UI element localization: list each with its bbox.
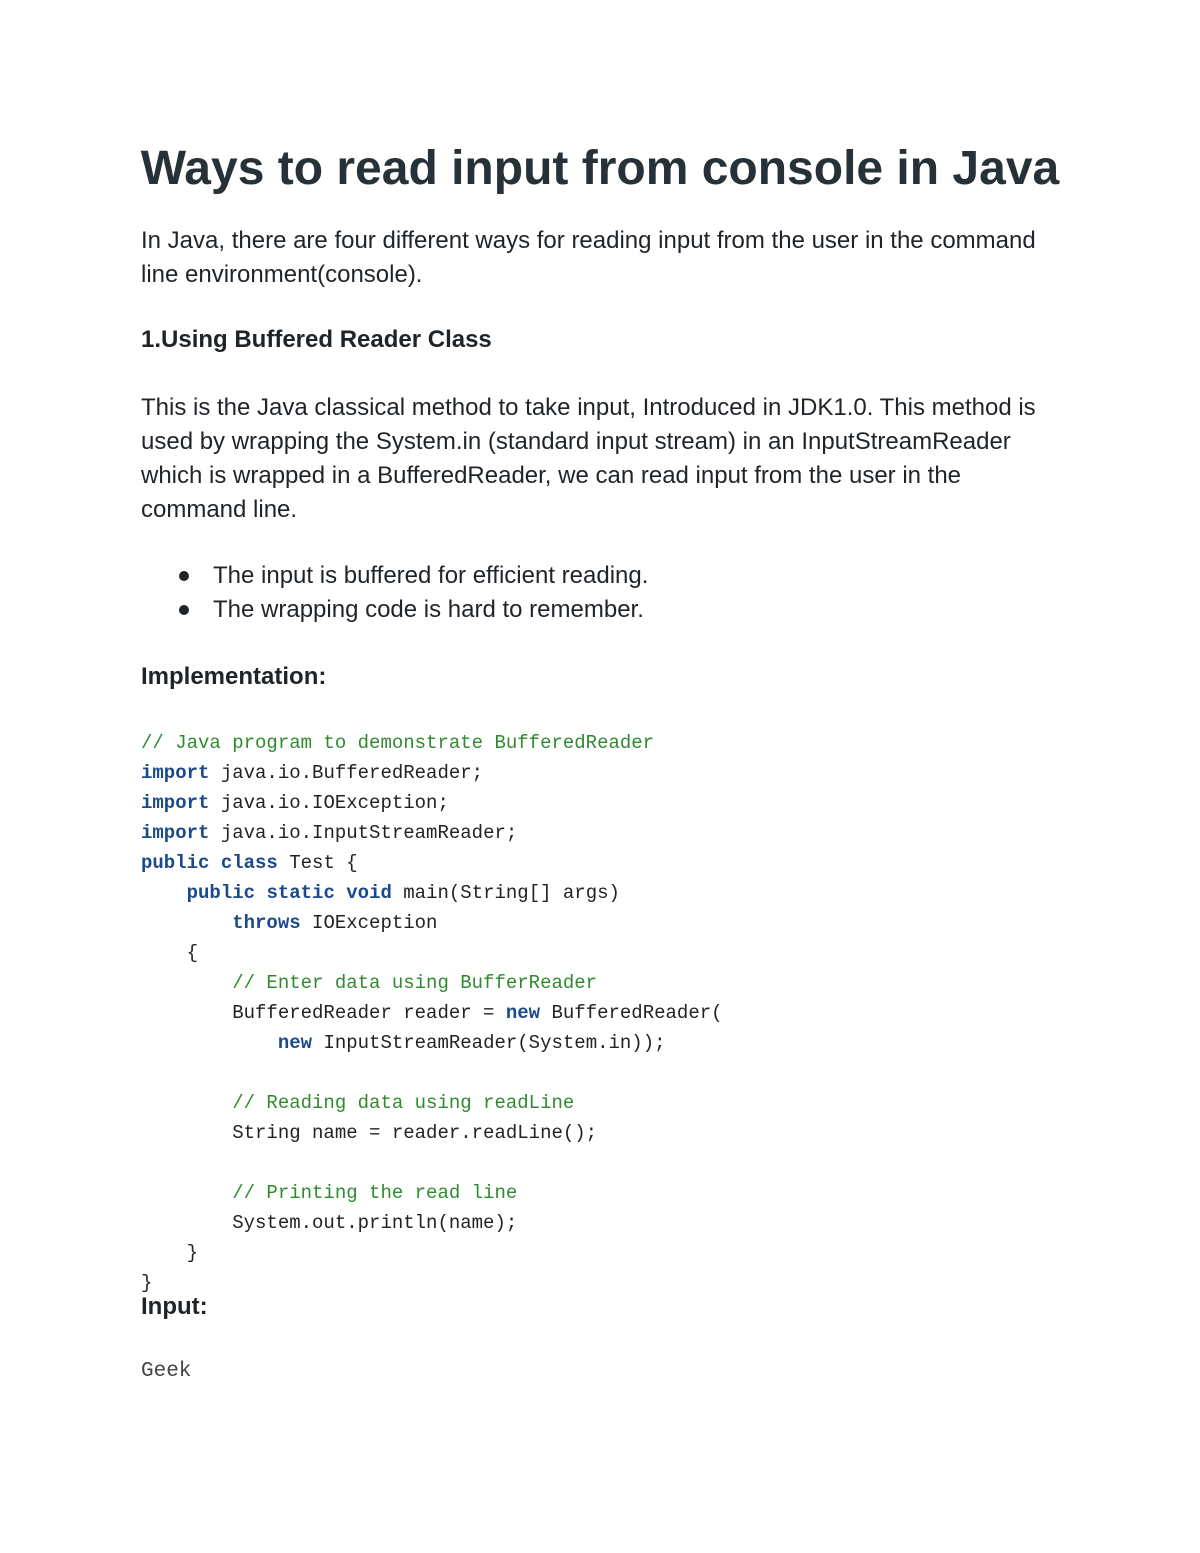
input-heading: Input: <box>141 1293 208 1320</box>
list-item <box>141 593 648 627</box>
code-comment: // Java program to demonstrate BufferedReader <box>141 732 655 754</box>
intro-paragraph: In Java, there are four different ways for reading input from the user in the command line environment(console). <box>141 227 1036 288</box>
code-blank-line <box>141 1058 723 1088</box>
code-line <box>141 1238 723 1268</box>
code-keyword: void <box>346 882 392 904</box>
code-text: BufferedReader( <box>540 1002 723 1024</box>
code-keyword: public <box>186 882 256 904</box>
bullet-text: The input is buffered for efficient reading. <box>213 562 649 589</box>
code-text: { <box>186 942 199 964</box>
code-text: } <box>186 1242 199 1264</box>
code-line <box>141 968 723 998</box>
code-comment: // Printing the read line <box>232 1182 518 1204</box>
code-keyword: new <box>277 1032 313 1054</box>
code-line <box>141 788 723 818</box>
code-keyword: class <box>220 852 278 874</box>
code-line <box>141 758 723 788</box>
code-text: Test { <box>277 852 358 874</box>
list-item <box>141 559 648 593</box>
code-keyword: throws <box>232 912 301 934</box>
code-line <box>141 1178 723 1208</box>
code-line <box>141 878 723 908</box>
code-keyword: public <box>141 852 210 874</box>
code-comment: // Reading data using readLine <box>232 1092 575 1114</box>
code-text: main(String[] args) <box>391 882 620 904</box>
code-line <box>141 908 723 938</box>
bullet-icon <box>179 571 189 581</box>
sample-input-value: Geek <box>141 1360 192 1383</box>
code-line <box>141 1118 723 1148</box>
code-text: java.io.InputStreamReader; <box>209 822 518 844</box>
bullet-list <box>141 559 648 627</box>
code-text: IOException <box>300 912 438 934</box>
code-keyword: import <box>141 792 210 814</box>
section-heading-buffered-reader: 1.Using Buffered Reader Class <box>141 326 492 353</box>
code-keyword: static <box>266 882 335 904</box>
code-line <box>141 938 723 968</box>
page-title: Ways to read input from console in Java <box>140 142 1060 195</box>
code-text: } <box>141 1272 153 1294</box>
bullet-text: The wrapping code is hard to remember. <box>213 596 644 623</box>
code-line <box>141 848 723 878</box>
code-keyword: import <box>141 822 210 844</box>
bullet-icon <box>179 605 189 615</box>
code-text: InputStreamReader(System.in)); <box>312 1032 666 1054</box>
code-text: BufferedReader reader = <box>232 1002 506 1024</box>
code-block <box>141 728 723 1298</box>
code-line <box>141 1208 723 1238</box>
code-line <box>141 728 723 758</box>
code-line <box>141 1088 723 1118</box>
code-text: java.io.BufferedReader; <box>209 762 484 784</box>
code-keyword: import <box>141 762 210 784</box>
code-keyword: new <box>505 1002 541 1024</box>
buffered-reader-description: This is the Java classical method to take input, Introduced in JDK1.0. This method is used by wrapping the System.in (standard input stream) in an InputStreamReader which is wrapped in a BufferedReader, we can read input from the user in the command line. <box>141 394 1036 523</box>
code-text: java.io.IOException; <box>209 792 449 814</box>
code-comment: // Enter data using BufferReader <box>232 972 598 994</box>
code-line <box>141 998 723 1028</box>
code-text: String name = reader.readLine(); <box>232 1122 598 1144</box>
code-text: System.out.println(name); <box>232 1212 518 1234</box>
code-line <box>141 818 723 848</box>
code-line <box>141 1028 723 1058</box>
implementation-heading: Implementation: <box>141 663 327 690</box>
code-line <box>141 1268 723 1298</box>
code-blank-line <box>141 1148 723 1178</box>
